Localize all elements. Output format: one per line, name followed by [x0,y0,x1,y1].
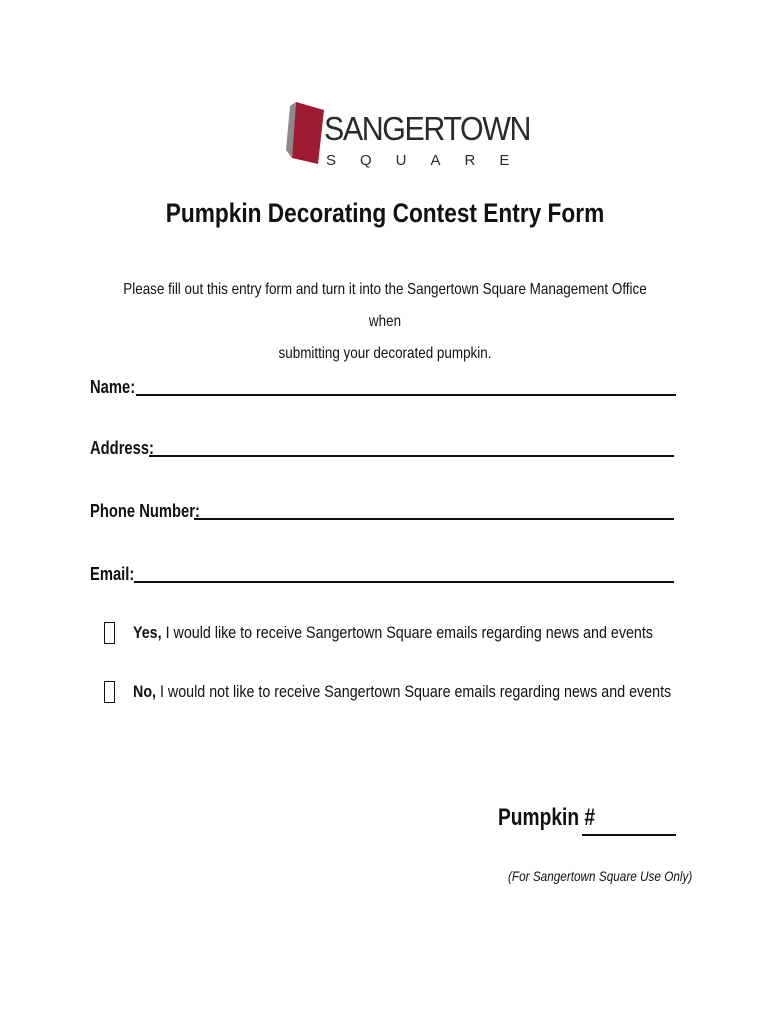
office-use-note: (For Sangertown Square Use Only) [508,868,693,884]
pumpkin-number-field [498,804,619,832]
name-label: Name: [90,377,136,397]
no-checkbox[interactable] [104,681,115,703]
address-input-line[interactable] [149,455,674,457]
instructions-line-1: Please fill out this entry form and turn it into the Sangertown Square Management Office when [123,281,647,330]
email-input-line[interactable] [134,581,674,583]
option-no-bold: No, [133,682,157,701]
option-no-label [133,682,671,702]
name-input-line[interactable] [136,394,676,396]
option-no[interactable] [104,679,770,705]
yes-checkbox[interactable] [104,622,115,644]
phone-number-label: Phone Number: [90,501,200,521]
form-instructions [112,274,658,370]
email-label: Email: [90,564,135,584]
option-yes-label [133,623,653,643]
phone-number-input-line[interactable] [194,518,674,520]
instructions-line-2: submitting your decorated pumpkin. [278,345,492,362]
option-yes-text: I would like to receive Sangertown Square emails regarding news and events [161,623,653,642]
logo-wordmark: SANGERTOWN [324,110,531,147]
option-no-text: I would not like to receive Sangertown Square emails regarding news and events [156,682,672,701]
pumpkin-number-line [582,834,676,836]
form-title: Pumpkin Decorating Contest Entry Form [165,198,605,228]
option-yes-bold: Yes, [133,623,162,642]
logo-mark-icon [282,100,326,164]
sangertown-square-logo [282,100,534,180]
address-label: Address: [90,438,154,458]
logo-subtitle: SQUARE [326,152,534,169]
pumpkin-number-label: Pumpkin # [498,804,596,831]
option-yes[interactable] [104,620,752,646]
